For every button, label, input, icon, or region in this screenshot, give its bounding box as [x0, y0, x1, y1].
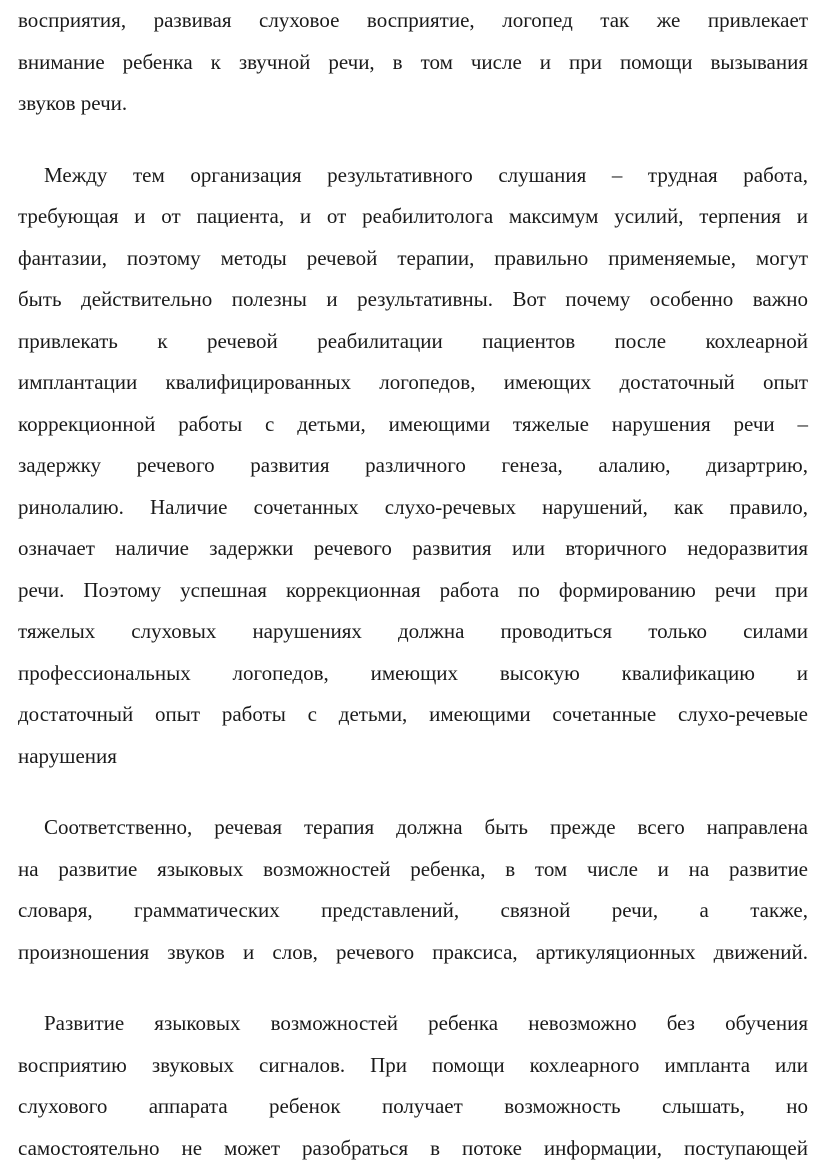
text-line: внимание ребенка к звучной речи, в том числе и при помощи вызывания: [18, 42, 808, 84]
paragraph-4: [18, 1003, 808, 1169]
paragraph-3: [18, 807, 808, 973]
text-line: привлекать к речевой реабилитации пациентов после кохлеарной: [18, 321, 808, 363]
text-line: произношения звуков и слов, речевого праксиса, артикуляционных движений.: [18, 932, 808, 974]
paragraph-spacer: [18, 777, 808, 807]
text-line: Между тем организация результативного слушания – трудная работа,: [18, 155, 808, 197]
text-line: тяжелых слуховых нарушениях должна проводиться только силами: [18, 611, 808, 653]
text-line: восприятию звуковых сигналов. При помощи кохлеарного импланта или: [18, 1045, 808, 1087]
text-line: на развитие языковых возможностей ребенка, в том числе и на развитие: [18, 849, 808, 891]
text-line: быть действительно полезны и результативны. Вот почему особенно важно: [18, 279, 808, 321]
text-line: ринолалию. Наличие сочетанных слухо-речевых нарушений, как правило,: [18, 487, 808, 529]
text-line: задержку речевого развития различного генеза, алалию, дизартрию,: [18, 445, 808, 487]
text-line: Развитие языковых возможностей ребенка невозможно без обучения: [18, 1003, 808, 1045]
text-line: Соответственно, речевая терапия должна быть прежде всего направлена: [18, 807, 808, 849]
text-line: достаточный опыт работы с детьми, имеющими сочетанные слухо-речевые: [18, 694, 808, 736]
text-line: фантазии, поэтому методы речевой терапии, правильно применяемые, могут: [18, 238, 808, 280]
paragraph-1: [18, 0, 808, 125]
text-line: означает наличие задержки речевого развития или вторичного недоразвития: [18, 528, 808, 570]
text-line: требующая и от пациента, и от реабилитолога максимум усилий, терпения и: [18, 196, 808, 238]
text-line: словаря, грамматических представлений, связной речи, а также,: [18, 890, 808, 932]
text-line: самостоятельно не может разобраться в потоке информации, поступающей: [18, 1128, 808, 1169]
text-line: звуков речи.: [18, 83, 808, 125]
text-line: нарушения: [18, 736, 808, 778]
text-line: имплантации квалифицированных логопедов, имеющих достаточный опыт: [18, 362, 808, 404]
paragraph-spacer: [18, 125, 808, 155]
paragraph-2: [18, 155, 808, 778]
text-line: речи. Поэтому успешная коррекционная работа по формированию речи при: [18, 570, 808, 612]
document-page: [18, 0, 808, 1169]
text-line: слухового аппарата ребенок получает возможность слышать, но: [18, 1086, 808, 1128]
paragraph-spacer: [18, 973, 808, 1003]
text-line: восприятия, развивая слуховое восприятие, логопед так же привлекает: [18, 0, 808, 42]
text-line: профессиональных логопедов, имеющих высокую квалификацию и: [18, 653, 808, 695]
text-line: коррекционной работы с детьми, имеющими тяжелые нарушения речи –: [18, 404, 808, 446]
